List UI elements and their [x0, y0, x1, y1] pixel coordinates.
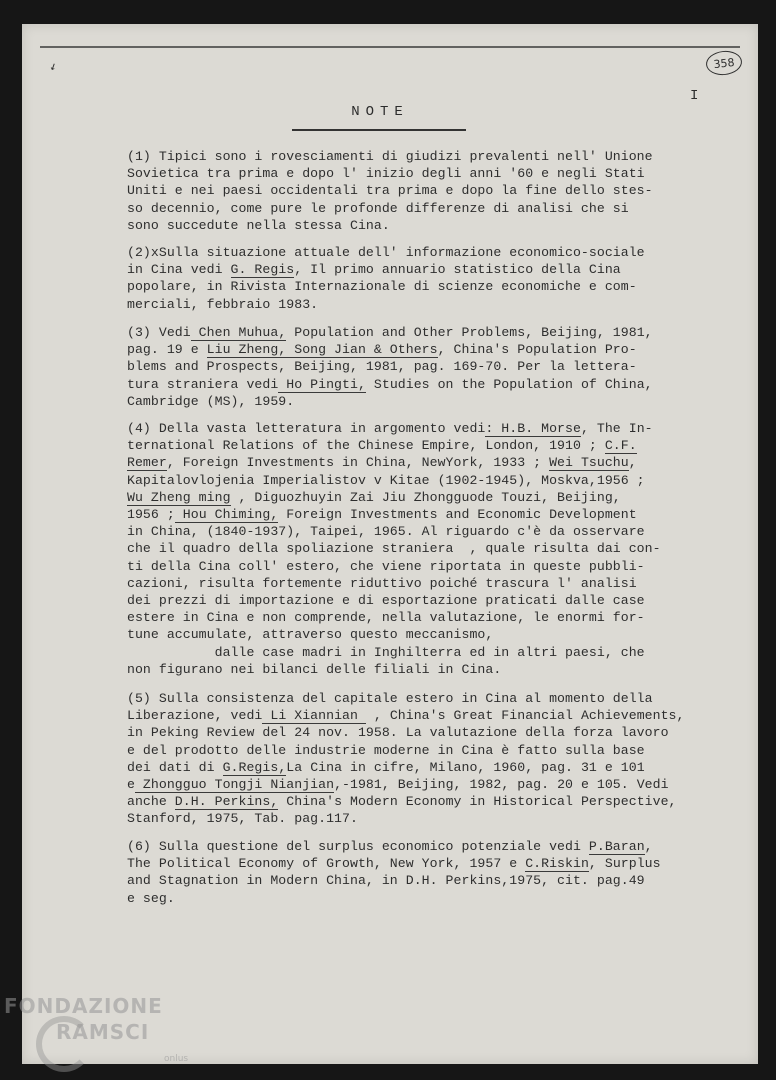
underlined-reference: D.H. Perkins,	[174, 794, 279, 810]
underlined-reference: P.Baran	[588, 839, 645, 854]
text-segment: , China's Population Pro-	[437, 342, 637, 358]
text-segment: non figurano nei bilanci delle filiali in Cina.	[127, 661, 502, 677]
text-segment: popolare, in Rivista Internazionale di scienze economiche e com-	[127, 279, 637, 295]
text-segment: blems and Prospects, Beijing, 1981, pag. 169-70. Per la lettera-	[127, 359, 637, 375]
text-segment: , Surplus	[588, 856, 661, 872]
underlined-reference: Ho Pingti,	[278, 376, 366, 392]
page-stamp: 358	[705, 49, 743, 77]
note-line	[127, 890, 767, 907]
note-line	[127, 661, 767, 678]
text-segment: ternational Relations of the Chinese Empire, London, 1910 ;	[127, 438, 605, 454]
note-line	[127, 420, 767, 437]
note-line	[127, 437, 767, 454]
text-segment: in Cina vedi	[127, 262, 231, 278]
note-line	[127, 810, 767, 827]
text-segment: Kapitalovlojenia Imperialistov v Kitae (1902-1945), Moskva,1956 ;	[127, 472, 645, 488]
note-line	[127, 855, 767, 872]
note-line	[127, 278, 767, 295]
note-line	[127, 296, 767, 313]
underlined-reference: Zhongguo Tongji Nianjian	[134, 777, 335, 793]
underlined-reference: Liu Zheng, Song Jian & Others	[206, 342, 438, 358]
note-line	[127, 148, 767, 165]
note-line	[127, 626, 767, 643]
text-segment: Uniti e nei paesi occidentali tra prima e dopo la fine dello stes-	[127, 183, 653, 199]
note-line	[127, 523, 767, 540]
underlined-reference: Li Xiannian	[262, 708, 366, 724]
note-line	[127, 707, 767, 724]
note-line	[127, 341, 767, 358]
underlined-reference: C.Riskin	[525, 856, 589, 872]
text-segment: in China, (1840-1937), Taipei, 1965. Al riguardo c'è da osservare	[127, 524, 645, 540]
text-segment: merciali, febbraio 1983.	[127, 296, 319, 312]
note-line	[127, 872, 767, 889]
page-number: I	[690, 88, 699, 104]
text-segment: , China's Great Financial Achievements,	[365, 708, 685, 724]
text-segment: estere in Cina e non comprende, nella valutazione, le enormi for-	[127, 610, 645, 626]
note-line	[127, 609, 767, 626]
note-line	[127, 776, 767, 793]
underlined-reference: G.Regis,	[222, 759, 287, 775]
text-segment: e del prodotto delle industrie moderne in Cina è fatto sulla base	[127, 742, 645, 758]
text-segment: (4) Della vasta letteratura in argomento vedi	[127, 421, 486, 436]
text-segment: and Stagnation in Modern China, in D.H. Perkins,1975, cit. pag.49	[127, 873, 645, 889]
underlined-reference: Wu Zheng ming	[127, 489, 231, 505]
corner-pen-mark: ↙	[46, 58, 60, 75]
note-line	[127, 575, 767, 592]
note-line	[127, 506, 767, 523]
underlined-reference: Chen Muhua,	[190, 325, 287, 340]
underlined-reference: Wei Tsuchu	[549, 455, 629, 471]
text-segment: ,	[644, 839, 653, 854]
text-segment: , Diguozhuyin Zai Jiu Zhongguode Touzi, Beijing,	[230, 489, 621, 505]
text-segment: tune accumulate, attraverso questo meccanismo,	[127, 627, 494, 643]
text-segment: tura straniera vedi	[127, 376, 279, 392]
text-segment: anche	[127, 794, 175, 810]
text-segment: in Peking Review del 24 nov. 1958. La valutazione della forza lavoro	[127, 725, 669, 741]
text-segment: pag. 19 e	[127, 342, 207, 358]
text-segment: dei dati di	[127, 759, 223, 775]
text-segment: che il quadro della spoliazione straniera , quale risulta dai con-	[127, 541, 661, 557]
text-segment: , The In-	[580, 421, 653, 436]
watermark-line1: FONDAZIONE	[4, 994, 163, 1018]
underlined-reference: C.F.	[604, 438, 637, 454]
underlined-reference: : H.B. Morse	[485, 421, 581, 436]
note-line	[127, 489, 767, 506]
text-segment: e	[127, 777, 135, 793]
note-line	[127, 759, 767, 776]
watermark-line2: RAMSCI	[56, 1020, 150, 1044]
note-3	[127, 324, 767, 410]
text-segment: so decennio, come pure le profonde differenze di analisi che si	[127, 200, 629, 216]
note-line	[127, 165, 767, 182]
note-line	[127, 724, 767, 741]
note-line	[127, 454, 767, 471]
text-segment: Cambridge (MS), 1959.	[127, 393, 295, 409]
text-segment: (2)xSulla situazione attuale dell' informazione economico-sociale	[127, 245, 645, 260]
note-1	[127, 148, 767, 234]
title-underline	[292, 129, 466, 131]
text-segment: e seg.	[127, 890, 175, 906]
note-line	[127, 358, 767, 375]
text-segment: (5) Sulla consistenza del capitale estero in Cina al momento della	[127, 691, 653, 706]
text-segment: Stanford, 1975, Tab. pag.117.	[127, 811, 358, 827]
note-line	[127, 540, 767, 557]
text-segment: (6) Sulla questione del surplus economico potenziale vedi	[127, 839, 589, 854]
note-line	[127, 376, 767, 393]
text-segment: cazioni, risulta fortemente riduttivo poiché trascura l' analisi	[127, 575, 637, 591]
text-segment: Population and Other Problems, Beijing, 1981,	[286, 325, 653, 340]
note-line	[127, 261, 767, 278]
note-line	[127, 200, 767, 217]
underlined-reference: Hou Chiming,	[174, 507, 279, 523]
text-segment: dei prezzi di importazione e di esportazione praticati dalle case	[127, 593, 645, 609]
text-segment: (3) Vedi	[127, 325, 191, 340]
text-segment: Sovietica tra prima e dopo l' inizio degli anni '60 e negli Stati	[127, 166, 645, 182]
text-segment: (1) Tipici sono i rovesciamenti di giudizi prevalenti nell' Unione	[127, 149, 653, 164]
note-4	[127, 420, 767, 678]
note-line	[127, 217, 767, 234]
text-segment: Studies on the Population of China,	[365, 376, 653, 392]
text-segment: ,-1981, Beijing, 1982, pag. 20 e 105. Vedi	[334, 777, 669, 793]
note-line	[127, 558, 767, 575]
note-line	[127, 182, 767, 199]
text-segment: dalle case madri in Inghilterra ed in altri paesi, che	[127, 644, 645, 660]
underlined-reference: G. Regis	[230, 262, 295, 278]
text-segment: Liberazione, vedi	[127, 708, 263, 724]
note-line	[127, 324, 767, 341]
note-line	[127, 742, 767, 759]
note-6	[127, 838, 767, 907]
text-segment: China's Modern Economy in Historical Perspective,	[278, 794, 677, 810]
text-segment: , Il primo annuario statistico della Cina	[294, 262, 621, 278]
text-segment: 1956 ;	[127, 507, 175, 523]
note-line	[127, 690, 767, 707]
text-segment: , Foreign Investments in China, NewYork, 1933 ;	[166, 455, 550, 471]
note-line	[127, 244, 767, 261]
top-edge-line	[40, 46, 740, 48]
page-title: NOTE	[351, 104, 409, 120]
note-line	[127, 644, 767, 661]
text-segment: sono succedute nella stessa Cina.	[127, 217, 390, 233]
note-2	[127, 244, 767, 313]
note-line	[127, 838, 767, 855]
note-line	[127, 393, 767, 410]
underlined-reference: Remer	[127, 455, 167, 471]
text-segment: La Cina in cifre, Milano, 1960, pag. 31 e 101	[286, 759, 645, 775]
text-segment: ,	[628, 455, 637, 471]
text-segment: The Political Economy of Growth, New York, 1957 e	[127, 856, 526, 872]
note-line	[127, 472, 767, 489]
text-segment: Foreign Investments and Economic Development	[278, 507, 637, 523]
watermark-sub: onlus	[164, 1054, 189, 1064]
note-line	[127, 793, 767, 810]
text-segment: ti della Cina coll' estero, che viene riportata in queste pubbli-	[127, 558, 645, 574]
note-line	[127, 592, 767, 609]
note-5	[127, 690, 767, 828]
